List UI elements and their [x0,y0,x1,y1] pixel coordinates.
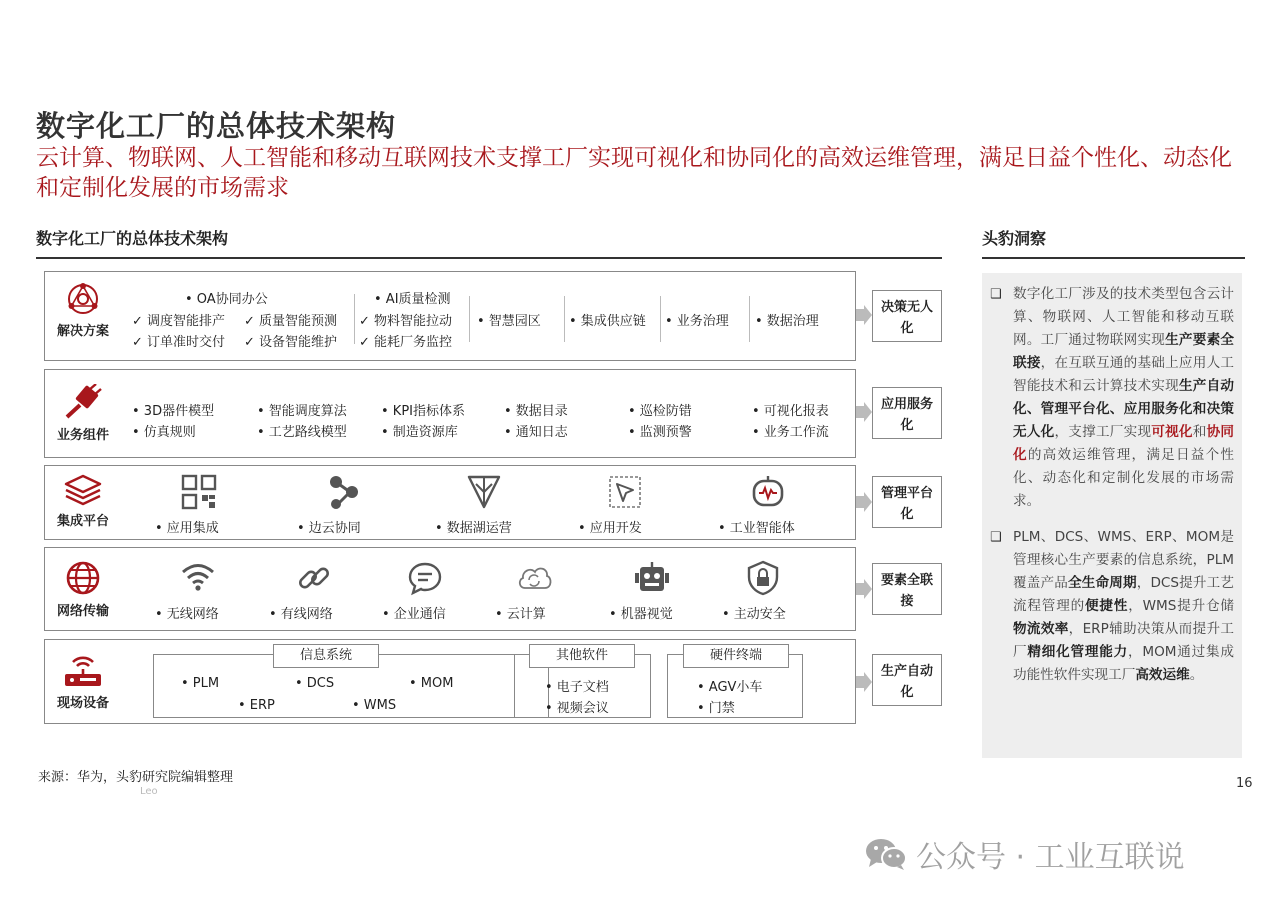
insight-text: PLM、DCS、WMS、ERP、MOM是管理核心生产要素的信息系统，PLM覆盖产品 [1013,529,1234,591]
solution-item: ✓ 设备智能维护 [244,335,338,350]
bullet-square-icon: ❑ [990,287,1002,302]
ai-agent-icon [749,474,787,510]
solution-oa: • OA协同办公 [185,292,268,307]
bullet-square-icon: ❑ [990,530,1002,545]
atom-network-icon [66,282,100,316]
solution-ai: • AI质量检测 [374,292,451,307]
architecture-section-title: 数字化工厂的总体技术架构 [36,226,942,259]
arrow-right-icon [856,672,872,692]
solution-divider [469,296,470,342]
insight-bold: 高效运维 [1135,667,1190,683]
hardware-terminal-label: 硬件终端 [683,644,789,668]
integration-icon-cell [179,474,219,514]
integration-item: • 应用集成 [155,521,219,536]
network-icon-cell [405,560,445,600]
shield-lock-icon [745,560,781,596]
solution-item: ✓ 质量智能预测 [244,314,338,329]
insight-bold: 生产自动化、管理平台化、应用服务化和决策无人化 [1013,378,1235,440]
layers-icon [64,474,102,506]
component-item: • 制造资源库 [381,425,458,440]
data-lake-icon [466,474,502,510]
network-icon-cell [294,560,334,600]
integration-icon-cell [322,474,362,514]
insight-text: ，MOM通过集成功能性软件实现工厂 [1013,644,1234,683]
insight-panel [982,273,1242,758]
network-item: • 无线网络 [155,607,219,622]
solution-single: • 集成供应链 [569,314,646,329]
output-field: 生产自动化 [872,654,942,706]
insight-paragraph-1 [990,283,1234,513]
insight-text: ，DCS提升工艺流程管理的 [1013,575,1235,614]
plug-icon [63,384,103,420]
info-system-item: • DCS [295,676,335,691]
layer-integration-name: 集成平台 [56,514,109,529]
network-item: • 云计算 [495,607,546,622]
component-item: • 巡检防错 [628,404,692,419]
network-item: • 企业通信 [382,607,446,622]
cloud-sync-icon [515,560,553,594]
component-item: • 数据目录 [504,404,568,419]
page-number: 16 [1236,776,1253,791]
info-system-item: • MOM [409,676,454,691]
insight-bold: 便捷性 [1085,598,1129,614]
insight-text: ，ERP辅助决策从而提升工厂 [1013,621,1235,660]
insight-highlight: 可视化 [1151,424,1193,440]
integration-icon-cell [605,474,645,514]
solution-single: • 智慧园区 [477,314,541,329]
layer-solution-icon-block [55,282,111,339]
solution-single: • 业务治理 [665,314,729,329]
insight-text: ，在互联互通的基础上应用人工智能技术和云计算技术实现 [1013,355,1235,394]
insight-text: ，支撑工厂实现 [1054,424,1152,440]
arrow-right-icon [856,579,872,599]
layer-integration [44,465,856,540]
other-software-label: 其他软件 [529,644,635,668]
hardware-terminal-item: • 门禁 [697,701,735,716]
watermark-text: 公众号 · 工业互联说 [916,840,1185,875]
component-item: • 3D器件模型 [132,404,215,419]
component-item: • 仿真规则 [132,425,196,440]
solution-single: • 数据治理 [755,314,819,329]
page-title: 数字化工厂的总体技术架构 [36,109,397,143]
insight-bold: 物流效率 [1013,621,1069,637]
layer-field-icon-block [55,652,111,711]
edge-cloud-icon [324,474,360,510]
wechat-watermark [864,836,1185,875]
output-network: 要素全联接 [872,563,942,615]
arrow-right-icon [856,492,872,512]
link-icon [296,560,332,596]
insight-text: ，WMS提升仓储 [1128,598,1234,614]
insight-bold: 生产要素全联接 [1013,332,1235,371]
component-item: • 智能调度算法 [257,404,347,419]
network-icon-cell [632,560,672,600]
other-software-item: • 视频会议 [545,701,609,716]
layer-field-name: 现场设备 [56,696,109,711]
hardware-terminal-item: • AGV小车 [697,680,763,695]
wechat-icon [864,837,908,871]
arrow-right-icon [856,305,872,325]
integration-icon-cell [464,474,504,514]
network-item: • 有线网络 [269,607,333,622]
integration-item: • 工业智能体 [718,521,795,536]
component-item: • KPI指标体系 [381,404,465,419]
insight-bold: 全生命周期 [1067,575,1137,591]
layer-network-icon-block [55,560,111,619]
robot-icon [634,560,670,596]
arrow-right-icon [856,402,872,422]
insight-section-title: 头豹洞察 [982,226,1245,259]
info-system-item: • ERP [238,698,275,713]
source-note: 来源：华为，头豹研究院编辑整理 [38,770,234,785]
network-icon-cell [743,560,783,600]
layer-field [44,639,856,724]
insight-paragraph-2 [990,526,1234,687]
insight-text: 和 [1192,424,1207,440]
leo-mark: Leo [140,786,158,797]
output-solution: 决策无人化 [872,290,942,342]
layer-integration-icon-block [55,474,111,529]
other-software-item: • 电子文档 [545,680,609,695]
layer-components-name: 业务组件 [56,428,109,443]
integration-icon-cell [748,474,788,514]
integration-item: • 应用开发 [578,521,642,536]
insight-text: 的高效运维管理，满足日益个性化、动态化和定制化发展的市场需求。 [1013,447,1235,509]
router-icon [63,652,103,688]
solution-divider [749,296,750,342]
integration-item: • 数据湖运营 [435,521,512,536]
insight-highlight: 协同化 [1013,424,1235,463]
solution-item: ✓ 订单准时交付 [132,335,226,350]
layer-components [44,369,856,458]
solution-item: ✓ 调度智能排产 [132,314,226,329]
info-system-label: 信息系统 [273,644,379,668]
integration-item: • 边云协同 [297,521,361,536]
layer-solution-name: 解决方案 [56,324,109,339]
layer-network-name: 网络传输 [56,604,109,619]
app-dev-icon [607,474,643,510]
insight-text: 。 [1189,667,1204,683]
component-item: • 业务工作流 [752,425,829,440]
page-subtitle: 云计算、物联网、人工智能和移动互联网技术支撑工厂实现可视化和协同化的高效运维管理，满足日益个性化、动态化和定制化发展的市场需求 [36,145,1232,201]
solution-item: ✓ 物料智能拉动 [359,314,453,329]
layer-network [44,547,856,631]
component-item: • 监测预警 [628,425,692,440]
wifi-icon [180,560,216,592]
network-icon-cell [178,560,218,596]
network-item: • 主动安全 [722,607,786,622]
layer-components-icon-block [55,384,111,443]
network-icon-cell [514,560,554,598]
layer-solution [44,271,856,361]
component-item: • 工艺路线模型 [257,425,347,440]
info-system-item: • WMS [352,698,397,713]
app-grid-icon [181,474,217,510]
output-integration: 管理平台化 [872,476,942,528]
network-item: • 机器视觉 [609,607,673,622]
chat-bubble-icon [407,560,443,596]
solution-divider [564,296,565,342]
insight-bold: 精细化管理能力 [1027,644,1128,660]
solution-divider [660,296,661,342]
component-item: • 通知日志 [504,425,568,440]
output-components: 应用服务化 [872,387,942,439]
insight-text: 数字化工厂涉及的技术类型包含云计算、物联网、人工智能和移动互联网。工厂通过物联网实现 [1013,286,1234,348]
solution-item: ✓ 能耗厂务监控 [359,335,453,350]
info-system-item: • PLM [181,676,220,691]
solution-divider [354,294,355,344]
globe-icon [65,560,101,596]
component-item: • 可视化报表 [752,404,829,419]
